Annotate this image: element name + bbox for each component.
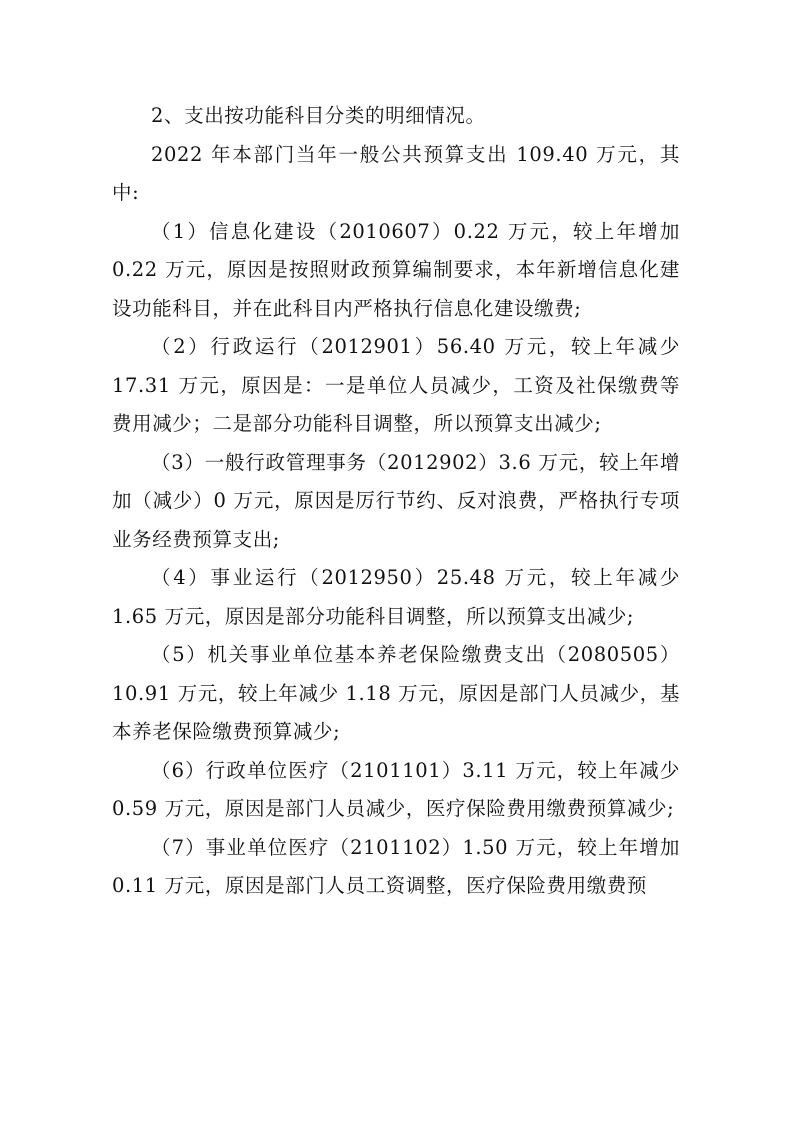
- item-paragraph-2: （2）行政运行（2012901）56.40 万元，较上年减少 17.31 万元，原因是：一是单位人员减少，工资及社保缴费等费用减少；二是部分功能科目调整，所以预算支出减少;: [112, 335, 680, 435]
- item-paragraph-3: （3）一般行政管理事务（2012902）3.6 万元，较上年增加（减少）0 万元，原因是厉行节约、反对浪费，严格执行专项业务经费预算支出;: [112, 450, 680, 551]
- item-paragraph-6: （6）行政单位医疗（2101101）3.11 万元，较上年减少 0.59 万元，原因是部门人员减少，医疗保险费用缴费预算减少;: [112, 758, 680, 820]
- document-page: [112, 97, 680, 906]
- section-heading: 2、支出按功能科目分类的明细情况。: [151, 104, 486, 127]
- item-paragraph-4: （4）事业运行（2012950）25.48 万元，较上年减少 1.65 万元，原因是部分功能科目调整，所以预算支出减少;: [112, 566, 680, 628]
- item-paragraph-5: （5）机关事业单位基本养老保险缴费支出（2080505）10.91 万元，较上年减少 1.18 万元，原因是部门人员减少，基本养老保险缴费预算减少;: [112, 643, 680, 743]
- summary-paragraph: 2022 年本部门当年一般公共预算支出 109.40 万元，其中:: [112, 142, 680, 204]
- item-paragraph-1: （1）信息化建设（2010607）0.22 万元，较上年增加 0.22 万元，原因是按照财政预算编制要求，本年新增信息化建设功能科目，并在此科目内严格执行信息化建设缴费;: [112, 219, 680, 320]
- item-paragraph-7: （7）事业单位医疗（2101102）1.50 万元，较上年增加 0.11 万元，原因是部门人员工资调整，医疗保险费用缴费预: [112, 835, 680, 897]
